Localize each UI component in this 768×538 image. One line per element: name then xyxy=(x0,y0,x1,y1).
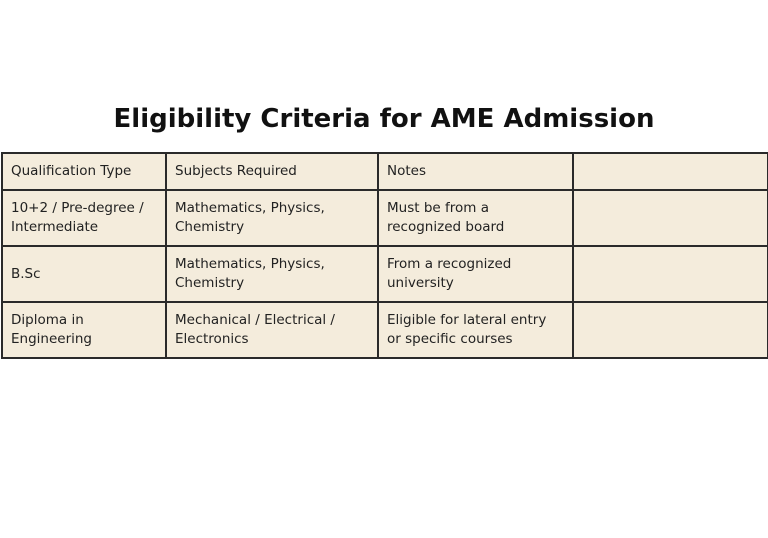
table-cell-qualification: 10+2 / Pre-degree / Intermediate xyxy=(2,190,166,246)
table-header-row xyxy=(2,153,768,190)
table-row xyxy=(2,246,768,302)
header-notes: Notes xyxy=(378,153,573,190)
table-cell-subjects: Mechanical / Electrical / Electronics xyxy=(166,302,378,358)
header-empty xyxy=(573,153,768,190)
eligibility-table xyxy=(1,152,768,359)
table-cell-subjects: Mathematics, Physics, Chemistry xyxy=(166,190,378,246)
header-qualification-type: Qualification Type xyxy=(2,153,166,190)
table-cell-empty xyxy=(573,302,768,358)
table-cell-qualification: Diploma in Engineering xyxy=(2,302,166,358)
table-cell-notes: From a recognized university xyxy=(378,246,573,302)
table-cell-empty xyxy=(573,190,768,246)
table-cell-subjects: Mathematics, Physics, Chemistry xyxy=(166,246,378,302)
table-row xyxy=(2,190,768,246)
table-cell-notes: Eligible for lateral entry or specific courses xyxy=(378,302,573,358)
table-row xyxy=(2,302,768,358)
table-cell-qualification: B.Sc xyxy=(2,246,166,302)
table-cell-empty xyxy=(573,246,768,302)
table-cell-notes: Must be from a recognized board xyxy=(378,190,573,246)
page-title: Eligibility Criteria for AME Admission xyxy=(113,104,655,134)
header-subjects-required: Subjects Required xyxy=(166,153,378,190)
